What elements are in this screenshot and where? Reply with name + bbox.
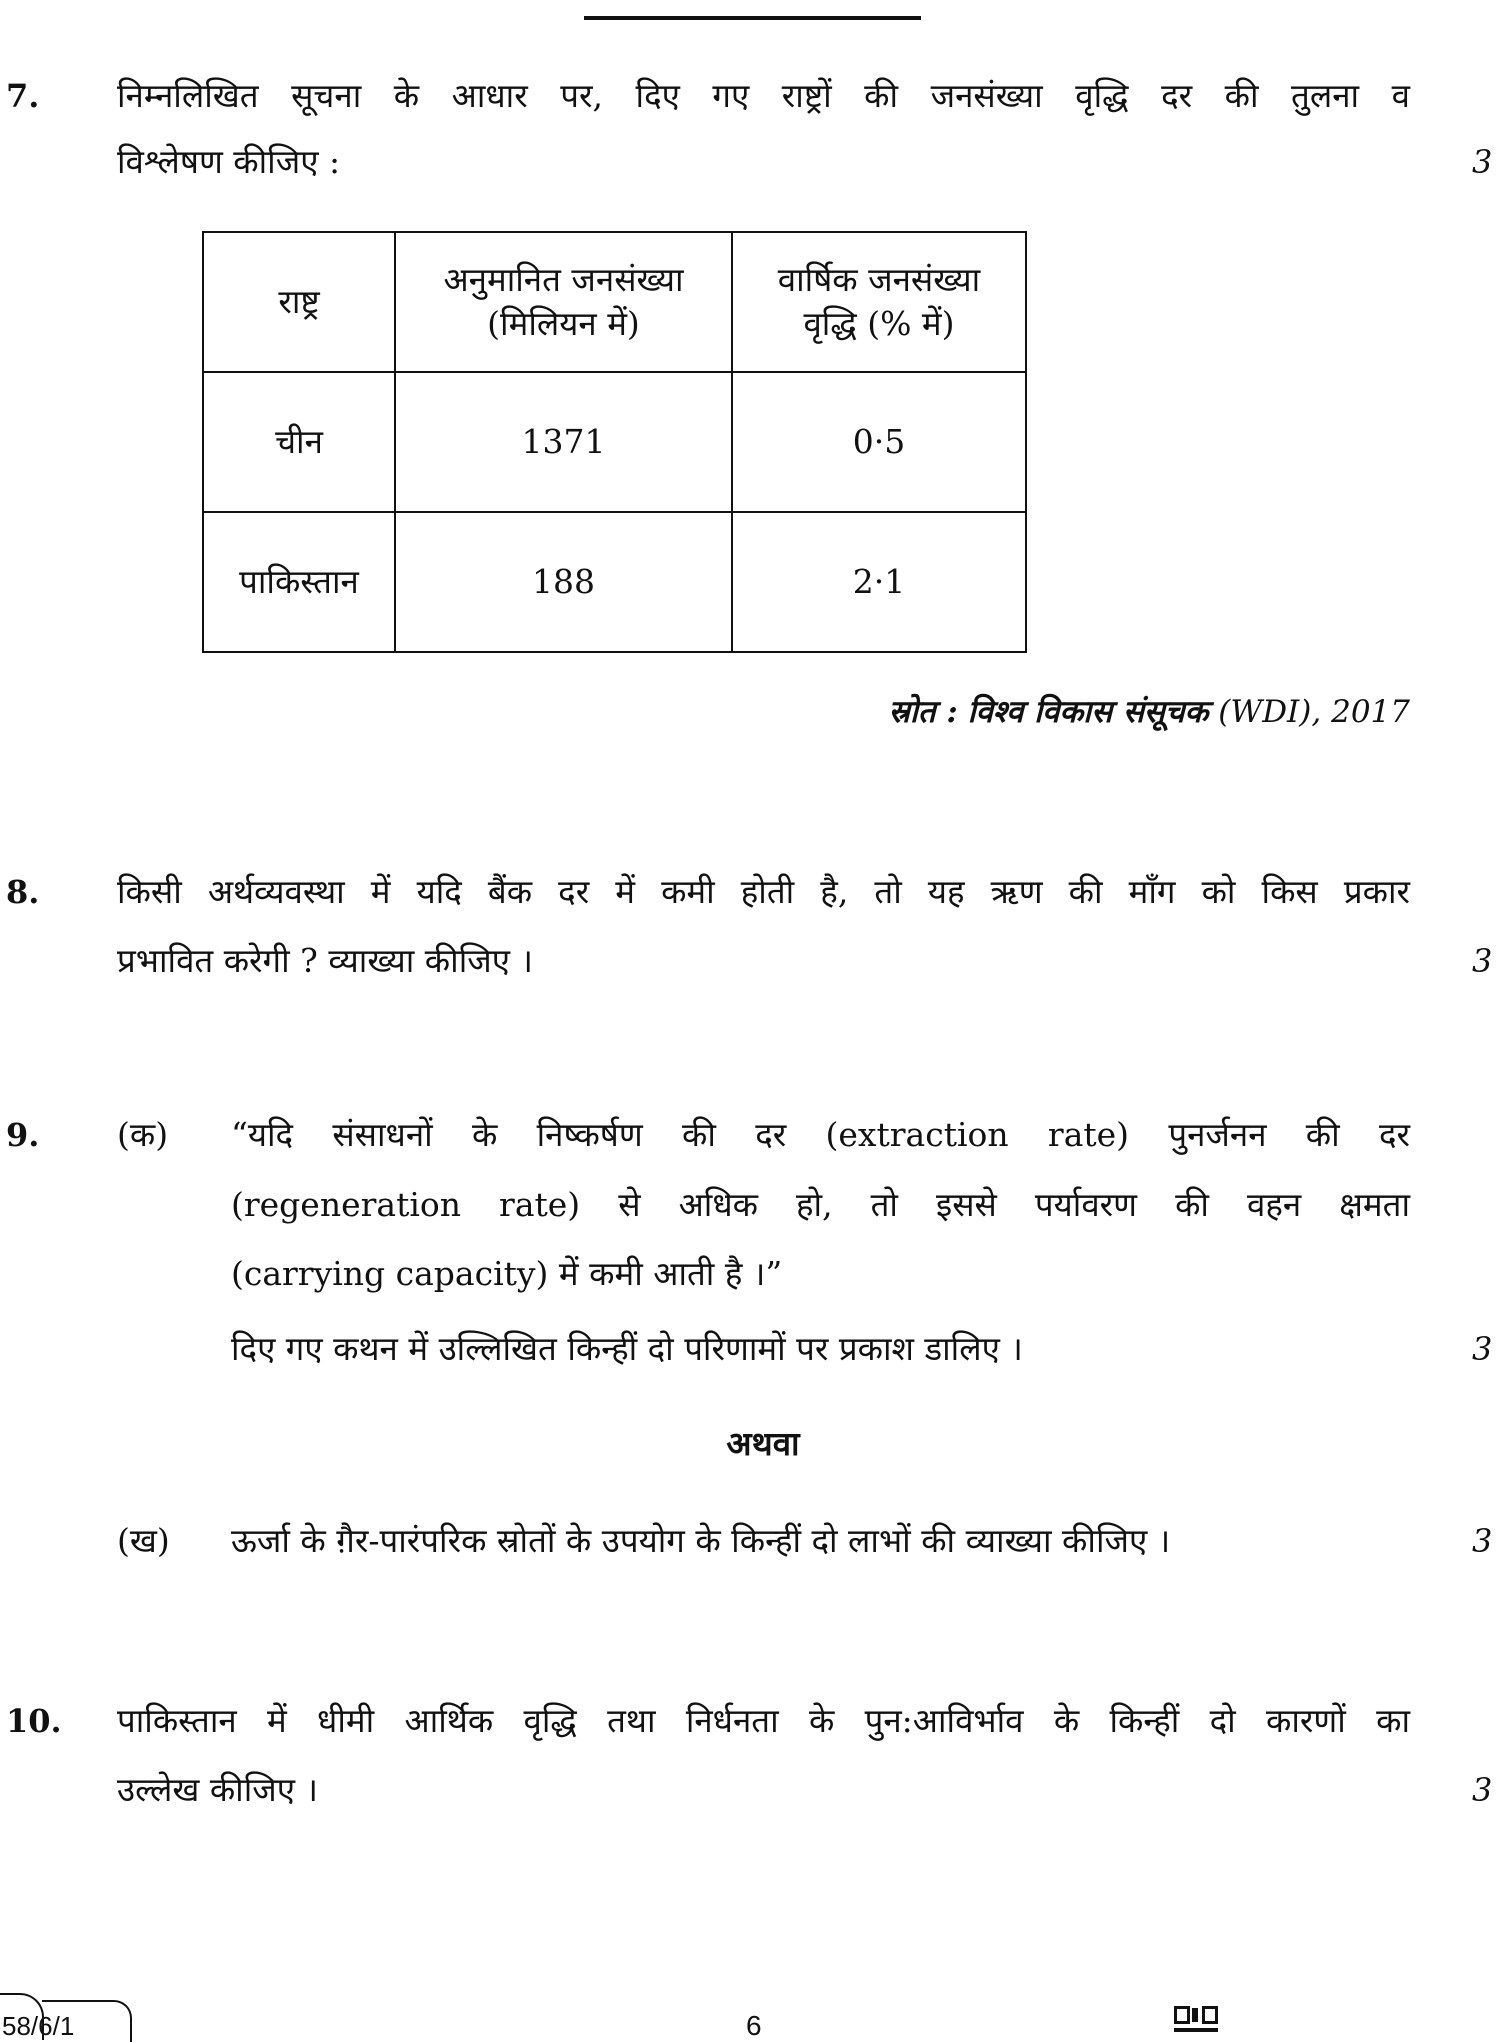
question-8-line1: किसी अर्थव्यवस्था में यदि बैंक दर में कमी होती है, तो यह ऋण की माँग को किस प्रकार (117, 872, 1410, 911)
question-10-line1: पाकिस्तान में धीमी आर्थिक वृद्धि तथा निर्धनता के पुन:आविर्भाव के किन्हीं दो कारणों का (117, 1701, 1410, 1740)
cell-nation: पाकिस्तान (203, 512, 395, 652)
page-number: 6 (746, 2010, 762, 2041)
question-7-marks: 3 (1472, 143, 1493, 181)
table-row (203, 512, 1026, 652)
question-9b-line1: ऊर्जा के ग़ैर-पारंपरिक स्रोतों के उपयोग के किन्हीं दो लाभों की व्याख्या कीजिए । (231, 1521, 1171, 1560)
footer-code-box (0, 1993, 75, 2041)
qr-code-icon (1174, 2006, 1218, 2034)
header-population (395, 232, 732, 372)
cell-population: 188 (395, 512, 732, 652)
question-9-number: 9. (6, 1116, 40, 1154)
population-table (202, 231, 1027, 653)
cell-growth: 2·1 (732, 512, 1026, 652)
footer-code-box-tab (42, 2000, 132, 2042)
question-8-line2: प्रभावित करेगी ? व्याख्या कीजिए । (117, 941, 533, 980)
question-7-number: 7. (6, 77, 40, 115)
question-9a-label: (क) (117, 1115, 169, 1154)
question-8-number: 8. (6, 873, 40, 911)
table-header-row (203, 232, 1026, 372)
header-growth-line2: वृद्धि (% में) (803, 304, 955, 343)
source-text: विश्व विकास संसूचक (967, 694, 1209, 730)
or-divider: अथवा (726, 1424, 800, 1463)
question-9a-line2: (regeneration rate) से अधिक हो, तो इससे पर्यावरण की वहन क्षमता (231, 1185, 1410, 1224)
source-line (889, 692, 1410, 732)
top-rule (584, 16, 921, 20)
question-10-line2: उल्लेख कीजिए । (117, 1770, 318, 1809)
header-growth (732, 232, 1026, 372)
question-10-number: 10. (6, 1702, 62, 1740)
header-population-line2: (मिलियन में) (487, 304, 640, 343)
source-label: स्रोत : (888, 694, 958, 730)
header-nation: राष्ट्र (203, 232, 395, 372)
footer-code: 58/6/1 (2, 2011, 75, 2041)
question-9a-line3: (carrying capacity) में कमी आती है ।” (231, 1254, 783, 1293)
question-8-marks: 3 (1472, 942, 1493, 980)
table-row (203, 372, 1026, 512)
cell-nation: चीन (203, 372, 395, 512)
header-growth-line1: वार्षिक जनसंख्या (777, 260, 981, 299)
question-9a-line1: “यदि संसाधनों के निष्कर्षण की दर (extraction rate) पुनर्जनन की दर (231, 1115, 1410, 1154)
question-7-line2: विश्लेषण कीजिए : (117, 142, 341, 181)
question-9b-label: (ख) (117, 1521, 170, 1560)
source-suffix: (WDI), 2017 (1218, 694, 1410, 730)
cell-growth: 0·5 (732, 372, 1026, 512)
question-10-marks: 3 (1472, 1771, 1493, 1809)
question-7-line1: निम्नलिखित सूचना के आधार पर, दिए गए राष्ट्रों की जनसंख्या वृद्धि दर की तुलना व (117, 76, 1410, 115)
question-9a-line4: दिए गए कथन में उल्लिखित किन्हीं दो परिणामों पर प्रकाश डालिए । (231, 1329, 1023, 1368)
question-9a-marks: 3 (1472, 1330, 1493, 1368)
question-9b-marks: 3 (1472, 1522, 1493, 1560)
cell-population: 1371 (395, 372, 732, 512)
header-population-line1: अनुमानित जनसंख्या (443, 260, 684, 299)
